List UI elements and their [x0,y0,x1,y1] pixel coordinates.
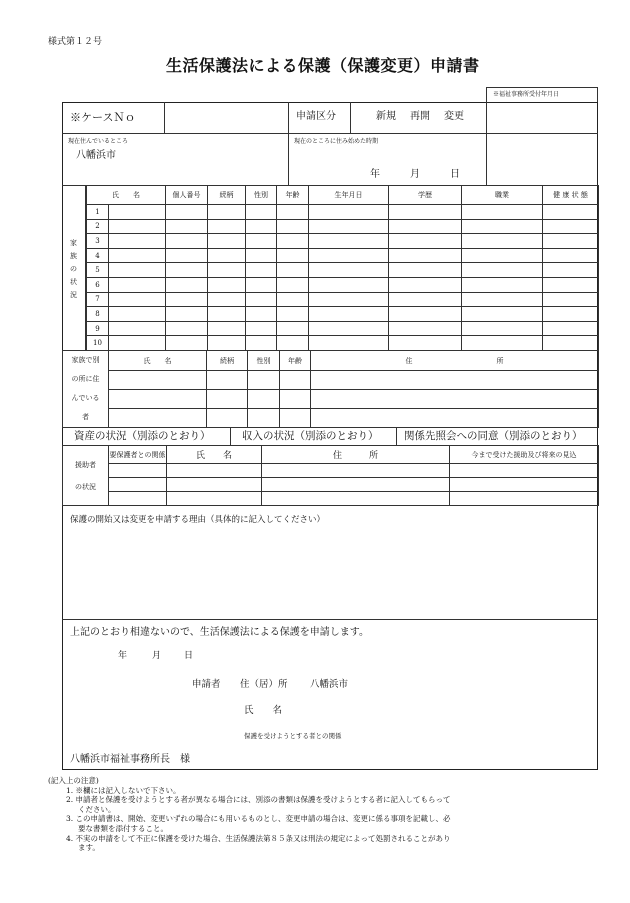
separated-family-header-row: 家族で別 の所に住 んでいる 者 氏 名 続柄 性別 年齢 住 所 [63,351,599,371]
inquiry-consent[interactable]: 関係先照会への同意（別添のとおり） [404,430,583,442]
residence-since-year: 年 [370,169,380,180]
family-header-row: 氏 名 個人番号 続柄 性別 年齢 生年月日 学歴 職業 健 康 状 態 [87,186,599,205]
applicant-name-label: 氏 名 [244,705,283,716]
note-line: 4. 不実の申請をして不正に保護を受けた場合、生活保護法第８５条又は刑法の規定によって処罰されることがあり [66,833,451,843]
form-number: 様式第１２号 [48,37,103,47]
table-row: 3 [87,234,599,249]
separated-family-table [62,350,599,428]
application-type-resume[interactable]: 再開 [410,111,430,122]
notes-section [48,776,608,853]
table-row [63,492,599,506]
table-row [63,464,599,478]
current-address-label: 現在住んでいるところ [68,138,129,145]
note-line: 要な書類を添付すること。 [78,823,168,833]
applicant-label: 申請者 [192,679,221,690]
asset-status[interactable]: 資産の状況（別添のとおり） [74,430,211,442]
table-row: 9 [87,321,599,336]
residence-since-month: 月 [410,169,420,180]
note-line: 3. この申請書は、開始、変更いずれの場合にも用いるものとし、変更申請の場合は、変更に係る事項を記載し、必 [66,814,451,824]
table-row: 1 [87,205,599,220]
declaration-year: 年 [118,651,128,661]
supporters-header-row: 援助者 の状況 要保護者との関係 氏 名 住 所 今まで受けた援助及び将来の見込 [63,446,599,464]
table-row: 5 [87,263,599,278]
residence-since-day: 日 [450,169,460,180]
receipt-date-box [486,87,598,102]
note-line: ください。 [78,804,116,814]
table-row: 8 [87,307,599,322]
note-line: 2. 申請者と保護を受けようとする者が異なる場合には、別添の書類は保護を受けようとする者に記入してもらって [66,795,451,805]
addressee: 八幡浜市福祉事務所長 様 [70,754,190,765]
residence-since-label: 現在のところに住み始めた時期 [294,138,379,145]
current-address-value[interactable]: 八幡浜市 [76,150,116,161]
applicant-address-value[interactable]: 八幡浜市 [310,679,349,690]
income-status[interactable]: 収入の状況（別添のとおり） [242,430,379,442]
supporters-table [62,445,599,506]
applicant-relation-label: 保護を受けようとする者との関係 [244,732,342,740]
table-row [63,409,599,428]
table-row: 2 [87,219,599,234]
note-line: ます。 [78,843,100,853]
table-row [63,478,599,492]
table-row: 6 [87,277,599,292]
table-row [63,371,599,390]
declaration-day: 日 [184,651,194,661]
applicant-address-label: 住（居）所 [240,679,288,690]
family-table [86,185,599,351]
note-line: 1. ※欄には記入しないで下さい。 [66,785,181,795]
reason-label: 保護の開始又は変更を申請する理由（具体的に記入してください） [70,515,326,525]
notes-heading: (記入上の注意) [48,776,99,785]
application-type-label: 申請区分 [296,111,336,122]
case-no-label: ※ケースＮｏ [70,111,136,124]
family-section-label: 家 族 の 状 況 [62,185,86,350]
application-type-new[interactable]: 新規 [376,111,396,122]
supporters-section-label: 援助者 の状況 [63,446,109,506]
declaration-text: 上記のとおり相違ないので、生活保護法による保護を申請します。 [70,627,369,638]
table-row: 4 [87,248,599,263]
receipt-date-label: ※福祉事務所受付年月日 [493,91,560,98]
separated-family-section-label: 家族で別 の所に住 んでいる 者 [63,351,109,428]
table-row: 10 [87,336,599,351]
table-row [63,390,599,409]
table-row: 7 [87,292,599,307]
case-no-field[interactable] [165,103,287,132]
page-title: 生活保護法による保護（保護変更）申請書 [166,56,480,75]
reason-field[interactable] [63,530,597,618]
declaration-month: 月 [152,651,162,661]
application-type-change[interactable]: 変更 [444,111,464,122]
